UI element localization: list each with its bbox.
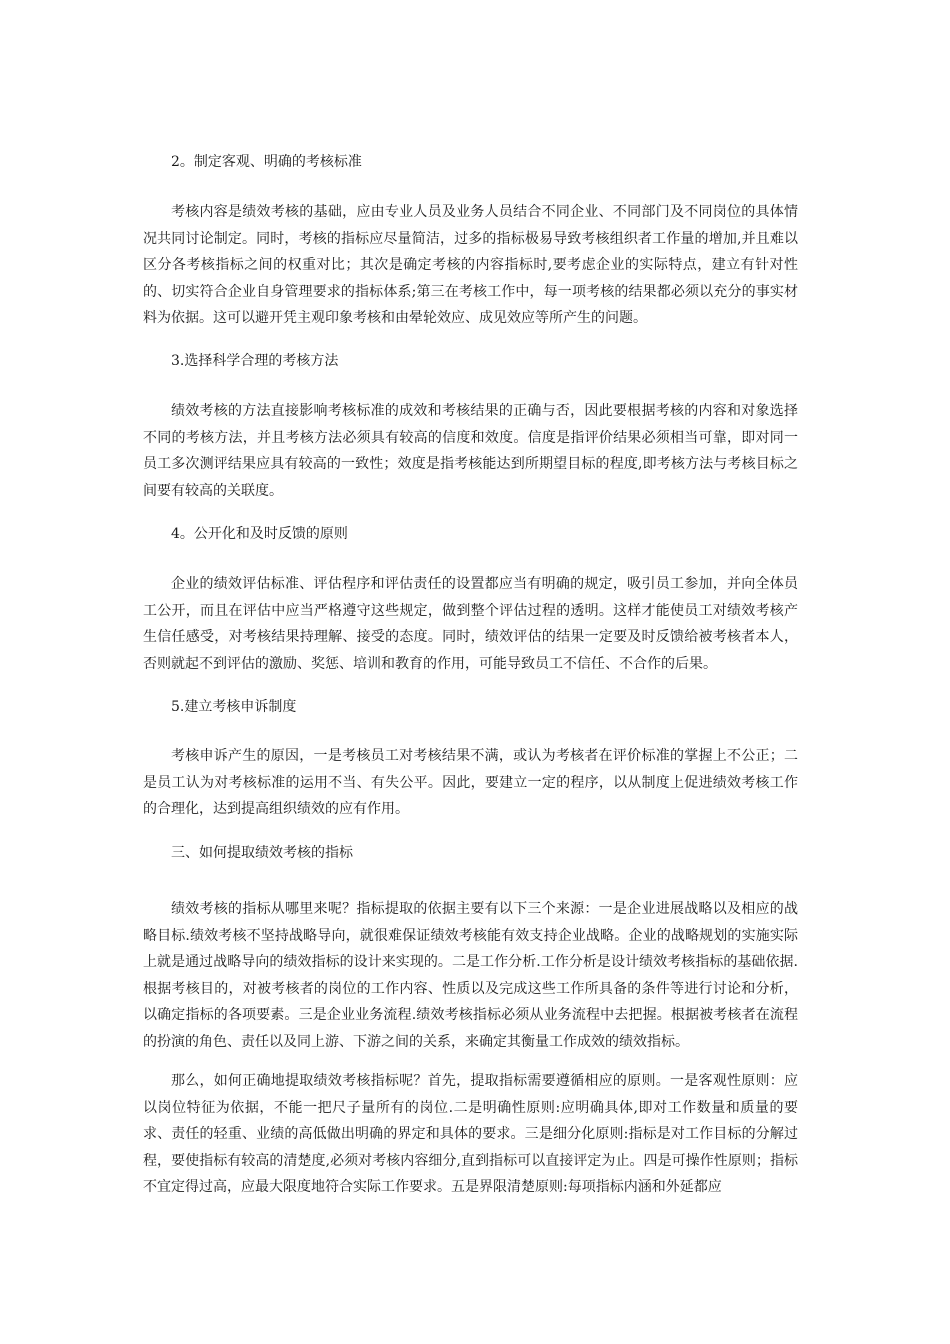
- paragraph-standards: 考核内容是绩效考核的基础，应由专业人员及业务人员结合不同企业、不同部门及不同岗位的具体情况共同讨论制定。同时，考核的指标应尽量简洁，过多的指标极易导致考核组织者工作量的增加,并且难以区分各考核指标之间的权重对比；其次是确定考核的内容指标时,要考虑企业的实际特点，建立有针对性的、切实符合企业自身管理要求的指标体系;第三在考核工作中，每一项考核的结果都必须以充分的事实材料为依据。这可以避开凭主观印象考核和由晕轮效应、成见效应等所产生的问题。: [143, 204, 798, 326]
- paragraph-methods: 绩效考核的方法直接影响考核标准的成效和考核结果的正确与否，因此要根据考核的内容和对象选择不同的考核方法，并且考核方法必须具有较高的信度和效度。信度是指评价结果必须相当可靠，即对同一员工多次测评结果应具有较高的一致性；效度是指考核能达到所期望目标的程度,即考核方法与考核目标之间要有较高的关联度。: [143, 403, 798, 499]
- paragraph-indicator-sources: 绩效考核的指标从哪里来呢？指标提取的依据主要有以下三个来源：一是企业进展战略以及相应的战略目标.绩效考核不坚持战略导向，就很难保证绩效考核能有效支持企业战略。企业的战略规划的实施实际上就是通过战略导向的绩效指标的设计来实现的。二是工作分析.工作分析是设计绩效考核指标的基础依据.根据考核目的，对被考核者的岗位的工作内容、性质以及完成这些工作所具备的条件等进行讨论和分析，以确定指标的各项要素。三是企业业务流程.绩效考核指标必须从业务流程中去把握。根据被考核者在流程的扮演的角色、责任以及同上游、下游之间的关系，来确定其衡量工作成效的绩效指标。: [143, 901, 798, 1050]
- section-heading-appeal: 5.建立考核申诉制度: [171, 699, 297, 715]
- section-heading-indicators: 三、如何提取绩效考核的指标: [171, 845, 353, 861]
- paragraph-indicator-principles: 那么，如何正确地提取绩效考核指标呢？首先，提取指标需要遵循相应的原则。一是客观性原则：应以岗位特征为依据，不能一把尺子量所有的岗位.二是明确性原则:应明确具体,即对工作数量和质量的要求、责任的轻重、业绩的高低做出明确的界定和具体的要求。三是细分化原则:指标是对工作目标的分解过程，要使指标有较高的清楚度,必须对考核内容细分,直到指标可以直接评定为止。四是可操作性原则；指标不宜定得过高，应最大限度地符合实际工作要求。五是界限清楚原则:每项指标内涵和外延都应: [143, 1073, 798, 1195]
- paragraph-appeal: 考核申诉产生的原因，一是考核员工对考核结果不满，或认为考核者在评价标准的掌握上不公正；二是员工认为对考核标准的运用不当、有失公平。因此，要建立一定的程序，以从制度上促进绩效考核工作的合理化，达到提高组织绩效的应有作用。: [143, 748, 798, 817]
- paragraph-feedback: 企业的绩效评估标准、评估程序和评估责任的设置都应当有明确的规定，吸引员工参加，并向全体员工公开，而且在评估中应当严格遵守这些规定，做到整个评估过程的透明。这样才能使员工对绩效考核产生信任感受，对考核结果持理解、接受的态度。同时，绩效评估的结果一定要及时反馈给被考核者本人，否则就起不到评估的激励、奖惩、培训和教育的作用，可能导致员工不信任、不合作的后果。: [143, 576, 798, 672]
- section-heading-feedback: 4。公开化和及时反馈的原则: [171, 526, 348, 542]
- section-heading-standards: 2。制定客观、明确的考核标准: [171, 154, 362, 170]
- section-heading-methods: 3.选择科学合理的考核方法: [171, 353, 339, 369]
